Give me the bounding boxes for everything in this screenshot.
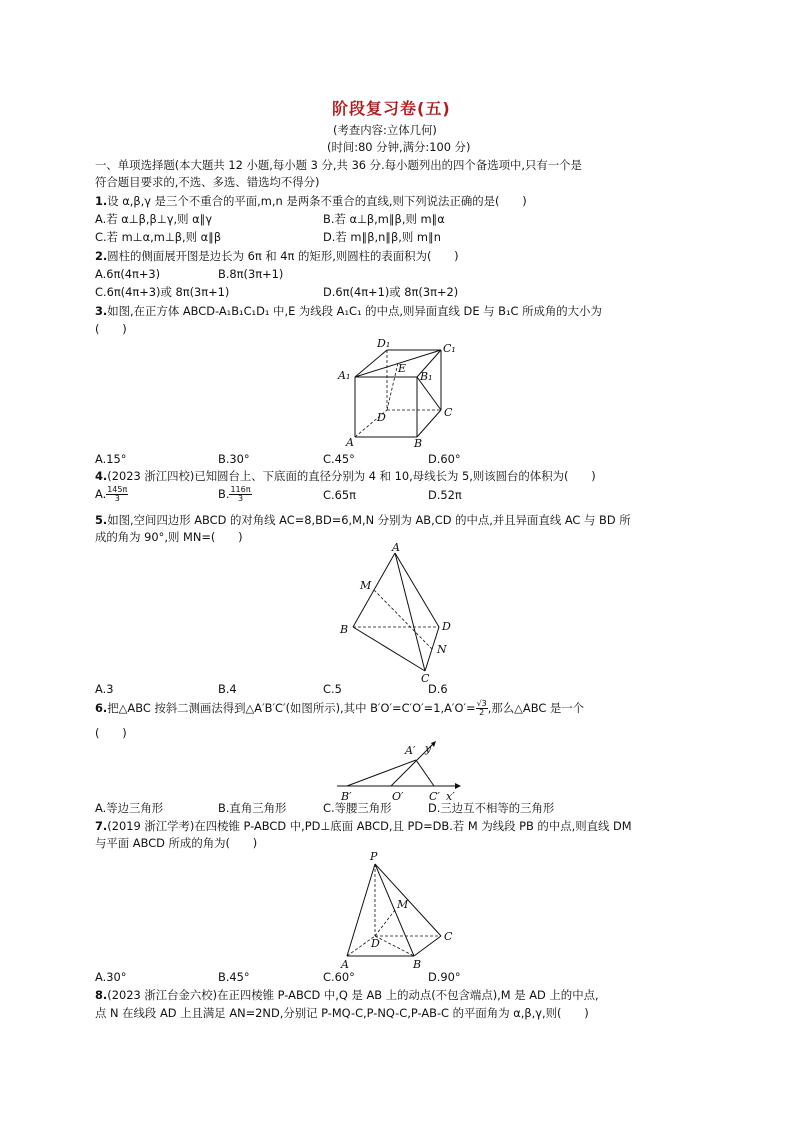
label-p: P: [370, 850, 378, 863]
label-a-prime: A′: [405, 744, 416, 757]
q5-text1: 如图,空间四边形 ABCD 的对角线 AC=8,BD=6,M,N 分别为 AB,CD 的中点,并且异面直线 AC 与 BD 所: [107, 513, 631, 527]
label-a1: A₁: [338, 369, 351, 382]
q2-option-c: C.6π(4π+3)或 8π(3π+1): [95, 285, 230, 299]
q3-stem: [95, 304, 602, 319]
q7-option-c: C.60°: [323, 970, 355, 984]
label-d: D: [371, 937, 380, 950]
q4-option-b: B. $\frac{116\pi}{3}$: [218, 485, 251, 503]
cube-figure: [330, 336, 460, 451]
q4-a-numerator: 145π: [107, 485, 128, 494]
label-b1: B₁: [420, 370, 433, 383]
label-n: N: [437, 643, 447, 656]
label-c: C: [444, 406, 453, 419]
q7-text1: (2019 浙江学考)在四棱锥 P-ABCD 中,PD⊥底面 ABCD,且 PD=DB.若 M 为线段 PB 的中点,则直线 DM: [107, 819, 632, 833]
q4-a-denominator: 3: [114, 494, 120, 503]
label-c-prime: C′: [429, 790, 440, 803]
q5-option-a: A.3: [95, 682, 114, 696]
label-y-prime: y′: [425, 742, 434, 755]
page-title: 阶段复习卷(五): [332, 99, 451, 118]
q3-option-d: D.60°: [428, 452, 461, 466]
edge-b-c: [353, 627, 425, 671]
q4-text: (2023 浙江四校)已知圆台上、下底面的直径分别为 4 和 10,母线长为 5,则该圆台的体积为( ): [107, 469, 596, 483]
q6-stem: [95, 700, 584, 717]
edge-a1-d1: [355, 350, 387, 377]
edge-a-d: [395, 553, 439, 627]
subtitle: (考查内容:立体几何): [333, 123, 437, 137]
label-b: B: [340, 623, 349, 636]
q5-stem-line1: [95, 513, 631, 528]
q8-number: 8.: [95, 988, 108, 1002]
edge-b-a: [347, 760, 416, 786]
q7-stem-line2: 与平面 ABCD 所成的角为( ): [95, 836, 258, 850]
tetrahedron-figure: [335, 543, 465, 683]
label-b: B: [413, 958, 422, 971]
q6-text-a: 把△ABC 按斜二测画法得到△A′B′C′(如图所示),其中 B′O′=C′O′=1,A′O′=: [107, 701, 476, 715]
q5-number: 5.: [95, 513, 108, 527]
q3-option-a: A.15°: [95, 452, 127, 466]
label-c1: C₁: [443, 342, 456, 355]
label-a: A: [346, 436, 354, 449]
q5-stem-line2: 成的角为 90°,则 MN=( ): [95, 530, 243, 544]
q2-stem: [95, 249, 459, 264]
q8-text1: (2023 浙江台金六校)在正四棱锥 P-ABCD 中,Q 是 AB 上的动点(不包含端点),M 是 AD 上的中点,: [107, 988, 599, 1002]
label-b-prime: B′: [341, 790, 352, 803]
segment-d-e: [387, 363, 398, 410]
q4-option-a: A. $\frac{145\pi}{3}$: [95, 485, 128, 503]
segment-d-m: [375, 910, 395, 936]
q6-text-b: ,那么△ABC 是一个: [487, 701, 585, 715]
q5-option-d: D.6: [428, 682, 448, 696]
section-heading-line2: 符合题目要求的,不选、多选、错选均不得分): [95, 175, 320, 189]
label-d1: D₁: [377, 337, 391, 350]
q1-number: 1.: [95, 194, 108, 208]
time-score: (时间:80 分钟,满分:100 分): [327, 140, 471, 154]
label-d: D: [442, 620, 451, 633]
q1-option-a: A.若 α⊥β,β⊥γ,则 α∥γ: [95, 212, 213, 226]
q7-number: 7.: [95, 819, 108, 833]
q2-option-b: B.8π(3π+1): [218, 267, 284, 281]
q1-option-d: D.若 m∥β,n∥β,则 m∥n: [323, 230, 441, 244]
q4-b-denominator: 3: [237, 494, 244, 503]
label-c: C: [444, 930, 453, 943]
edge-b-c: [417, 410, 441, 437]
q4-option-d: D.52π: [428, 488, 462, 502]
q5-option-b: B.4: [218, 682, 237, 696]
q2-option-a: A.6π(4π+3): [95, 267, 161, 281]
q7-option-d: D.90°: [428, 970, 461, 984]
q7-option-b: B.45°: [218, 970, 250, 984]
q4-stem: [95, 469, 596, 484]
pyramid-figure: [335, 848, 465, 970]
label-c: C: [421, 672, 430, 685]
q6-frac-denominator: 2: [479, 708, 485, 717]
q4-option-c: C.65π: [323, 488, 356, 502]
q2-number: 2.: [95, 249, 108, 263]
q6-paren: ( ): [95, 726, 127, 740]
q6-option-a: A.等边三角形: [95, 801, 164, 815]
q2-text: 圆柱的侧面展开图是边长为 6π 和 4π 的矩形,则圆柱的表面积为( ): [107, 249, 459, 263]
q4-b-numerator: 116π: [230, 485, 251, 494]
label-a: A: [341, 958, 349, 971]
x-axis-arrow: [455, 783, 461, 789]
q3-number: 3.: [95, 304, 108, 318]
q1-stem: [95, 194, 527, 209]
label-m: M: [397, 898, 409, 911]
q2-option-d: D.6π(4π+1)或 8π(3π+2): [323, 285, 459, 299]
q1-option-c: C.若 m⊥α,m⊥β,则 α∥β: [95, 230, 222, 244]
q6-option-b: B.直角三角形: [218, 801, 287, 815]
q6-option-c: C.等腰三角形: [323, 801, 392, 815]
label-a: A: [392, 541, 400, 554]
q7-stem-line1: [95, 819, 632, 834]
q3-option-b: B.30°: [218, 452, 250, 466]
q6-frac-numerator: √3: [476, 699, 487, 708]
q1-text: 设 α,β,γ 是三个不重合的平面,m,n 是两条不重合的直线,则下列说法正确的是( ): [107, 194, 527, 208]
q5-option-c: C.5: [323, 682, 342, 696]
label-d: D: [377, 411, 386, 424]
q6-option-d: D.三边互不相等的三角形: [428, 801, 555, 815]
label-o-prime: O′: [392, 790, 404, 803]
q6-number: 6.: [95, 701, 108, 715]
diag-d-b-hidden: [375, 936, 414, 956]
q3-paren: ( ): [95, 322, 127, 336]
segment-m-n: [374, 590, 432, 649]
label-x-prime: x′: [446, 790, 455, 803]
q3-option-c: C.45°: [323, 452, 355, 466]
edge-b-c: [414, 936, 441, 956]
label-b: B: [414, 437, 423, 450]
edge-a-c: [416, 760, 434, 786]
oblique-triangle-figure: [335, 740, 470, 802]
q3-text: 如图,在正方体 ABCD-A₁B₁C₁D₁ 中,E 为线段 A₁C₁ 的中点,则异面直线 DE 与 B₁C 所成角的大小为: [107, 304, 602, 318]
section-heading-line1: 一、单项选择题(本大题共 12 小题,每小题 3 分,共 36 分.每小题列出的四个备选项中,只有一个是: [95, 158, 582, 172]
q4-number: 4.: [95, 469, 108, 483]
q1-option-b: B.若 α⊥β,m∥β,则 m∥α: [323, 212, 445, 226]
label-m: M: [360, 579, 372, 592]
edge-a-c: [395, 553, 425, 671]
q8-stem-line2: 点 N 在线段 AD 上且满足 AN=2ND,分别记 P-MQ-C,P-NQ-C,P-AB-C 的平面角为 α,β,γ,则( ): [95, 1006, 589, 1020]
label-e: E: [398, 362, 407, 375]
q8-stem-line1: [95, 988, 599, 1003]
q7-option-a: A.30°: [95, 970, 127, 984]
